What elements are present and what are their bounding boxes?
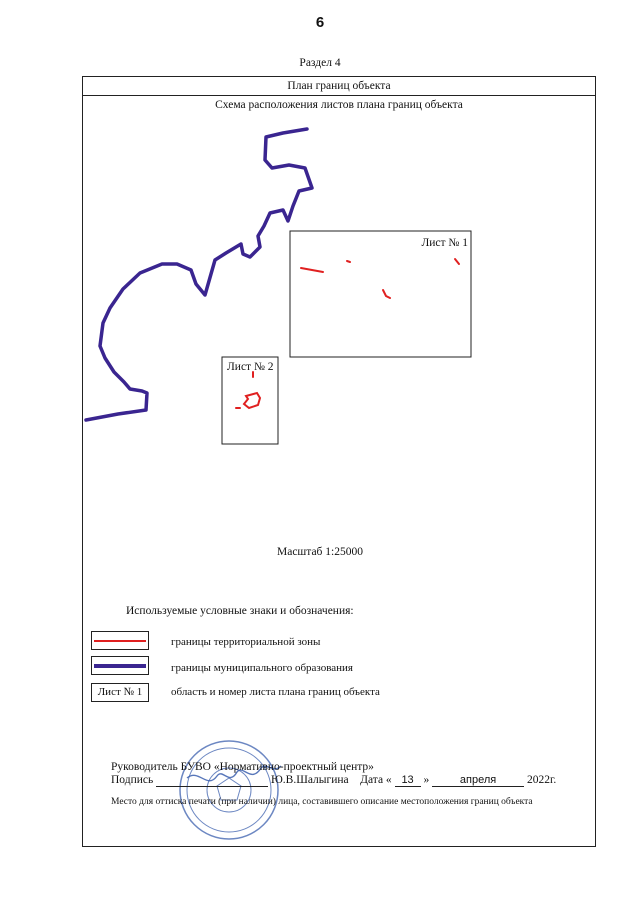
legend-municipal-text: границы муниципального образования: [171, 662, 353, 674]
legend-zone-symbol: [91, 631, 149, 650]
zone-boundary-sheet-2: [236, 372, 260, 408]
sheet-1-label: Лист № 1: [421, 237, 468, 249]
signature-position: Руководитель БУВО «Нормативно-проектный центр»: [111, 761, 374, 773]
zone-boundary-sheet-1: [301, 259, 459, 298]
sheet-1-frame: [290, 231, 471, 357]
signature-line: [111, 774, 556, 787]
date-close: »: [423, 774, 430, 786]
section-title: Раздел 4: [299, 57, 341, 69]
date-day: 13: [395, 774, 421, 787]
legend-sheet-symbol: Лист № 1: [91, 683, 149, 702]
legend-title: Используемые условные знаки и обозначения:: [126, 605, 354, 617]
map-scale: Масштаб 1:25000: [277, 546, 363, 558]
legend-municipal-symbol: [91, 656, 149, 675]
stamp-note: Место для оттиска печати (при наличии) лица, составившего описание местоположения границ объекта: [111, 797, 533, 807]
date-label: Дата «: [360, 774, 392, 786]
page-number: 6: [315, 14, 325, 31]
date-month: апреля: [432, 774, 524, 787]
legend-municipal-line: [94, 664, 146, 668]
sign-blank: [156, 774, 268, 787]
seal-stamp: [177, 738, 287, 842]
signer-name: Ю.В.Шалыгина: [270, 774, 349, 786]
sign-label: Подпись: [111, 774, 154, 786]
legend-zone-text: границы территориальной зоны: [171, 636, 321, 648]
legend-sheet-text: область и номер листа плана границ объекта: [171, 686, 380, 698]
scheme-title: Схема расположения листов плана границ объекта: [215, 99, 463, 111]
sheet-2-label: Лист № 2: [227, 361, 274, 373]
frame-title: План границ объекта: [83, 77, 595, 96]
legend-zone-line: [94, 640, 146, 642]
date-year: 2022г.: [526, 774, 557, 786]
